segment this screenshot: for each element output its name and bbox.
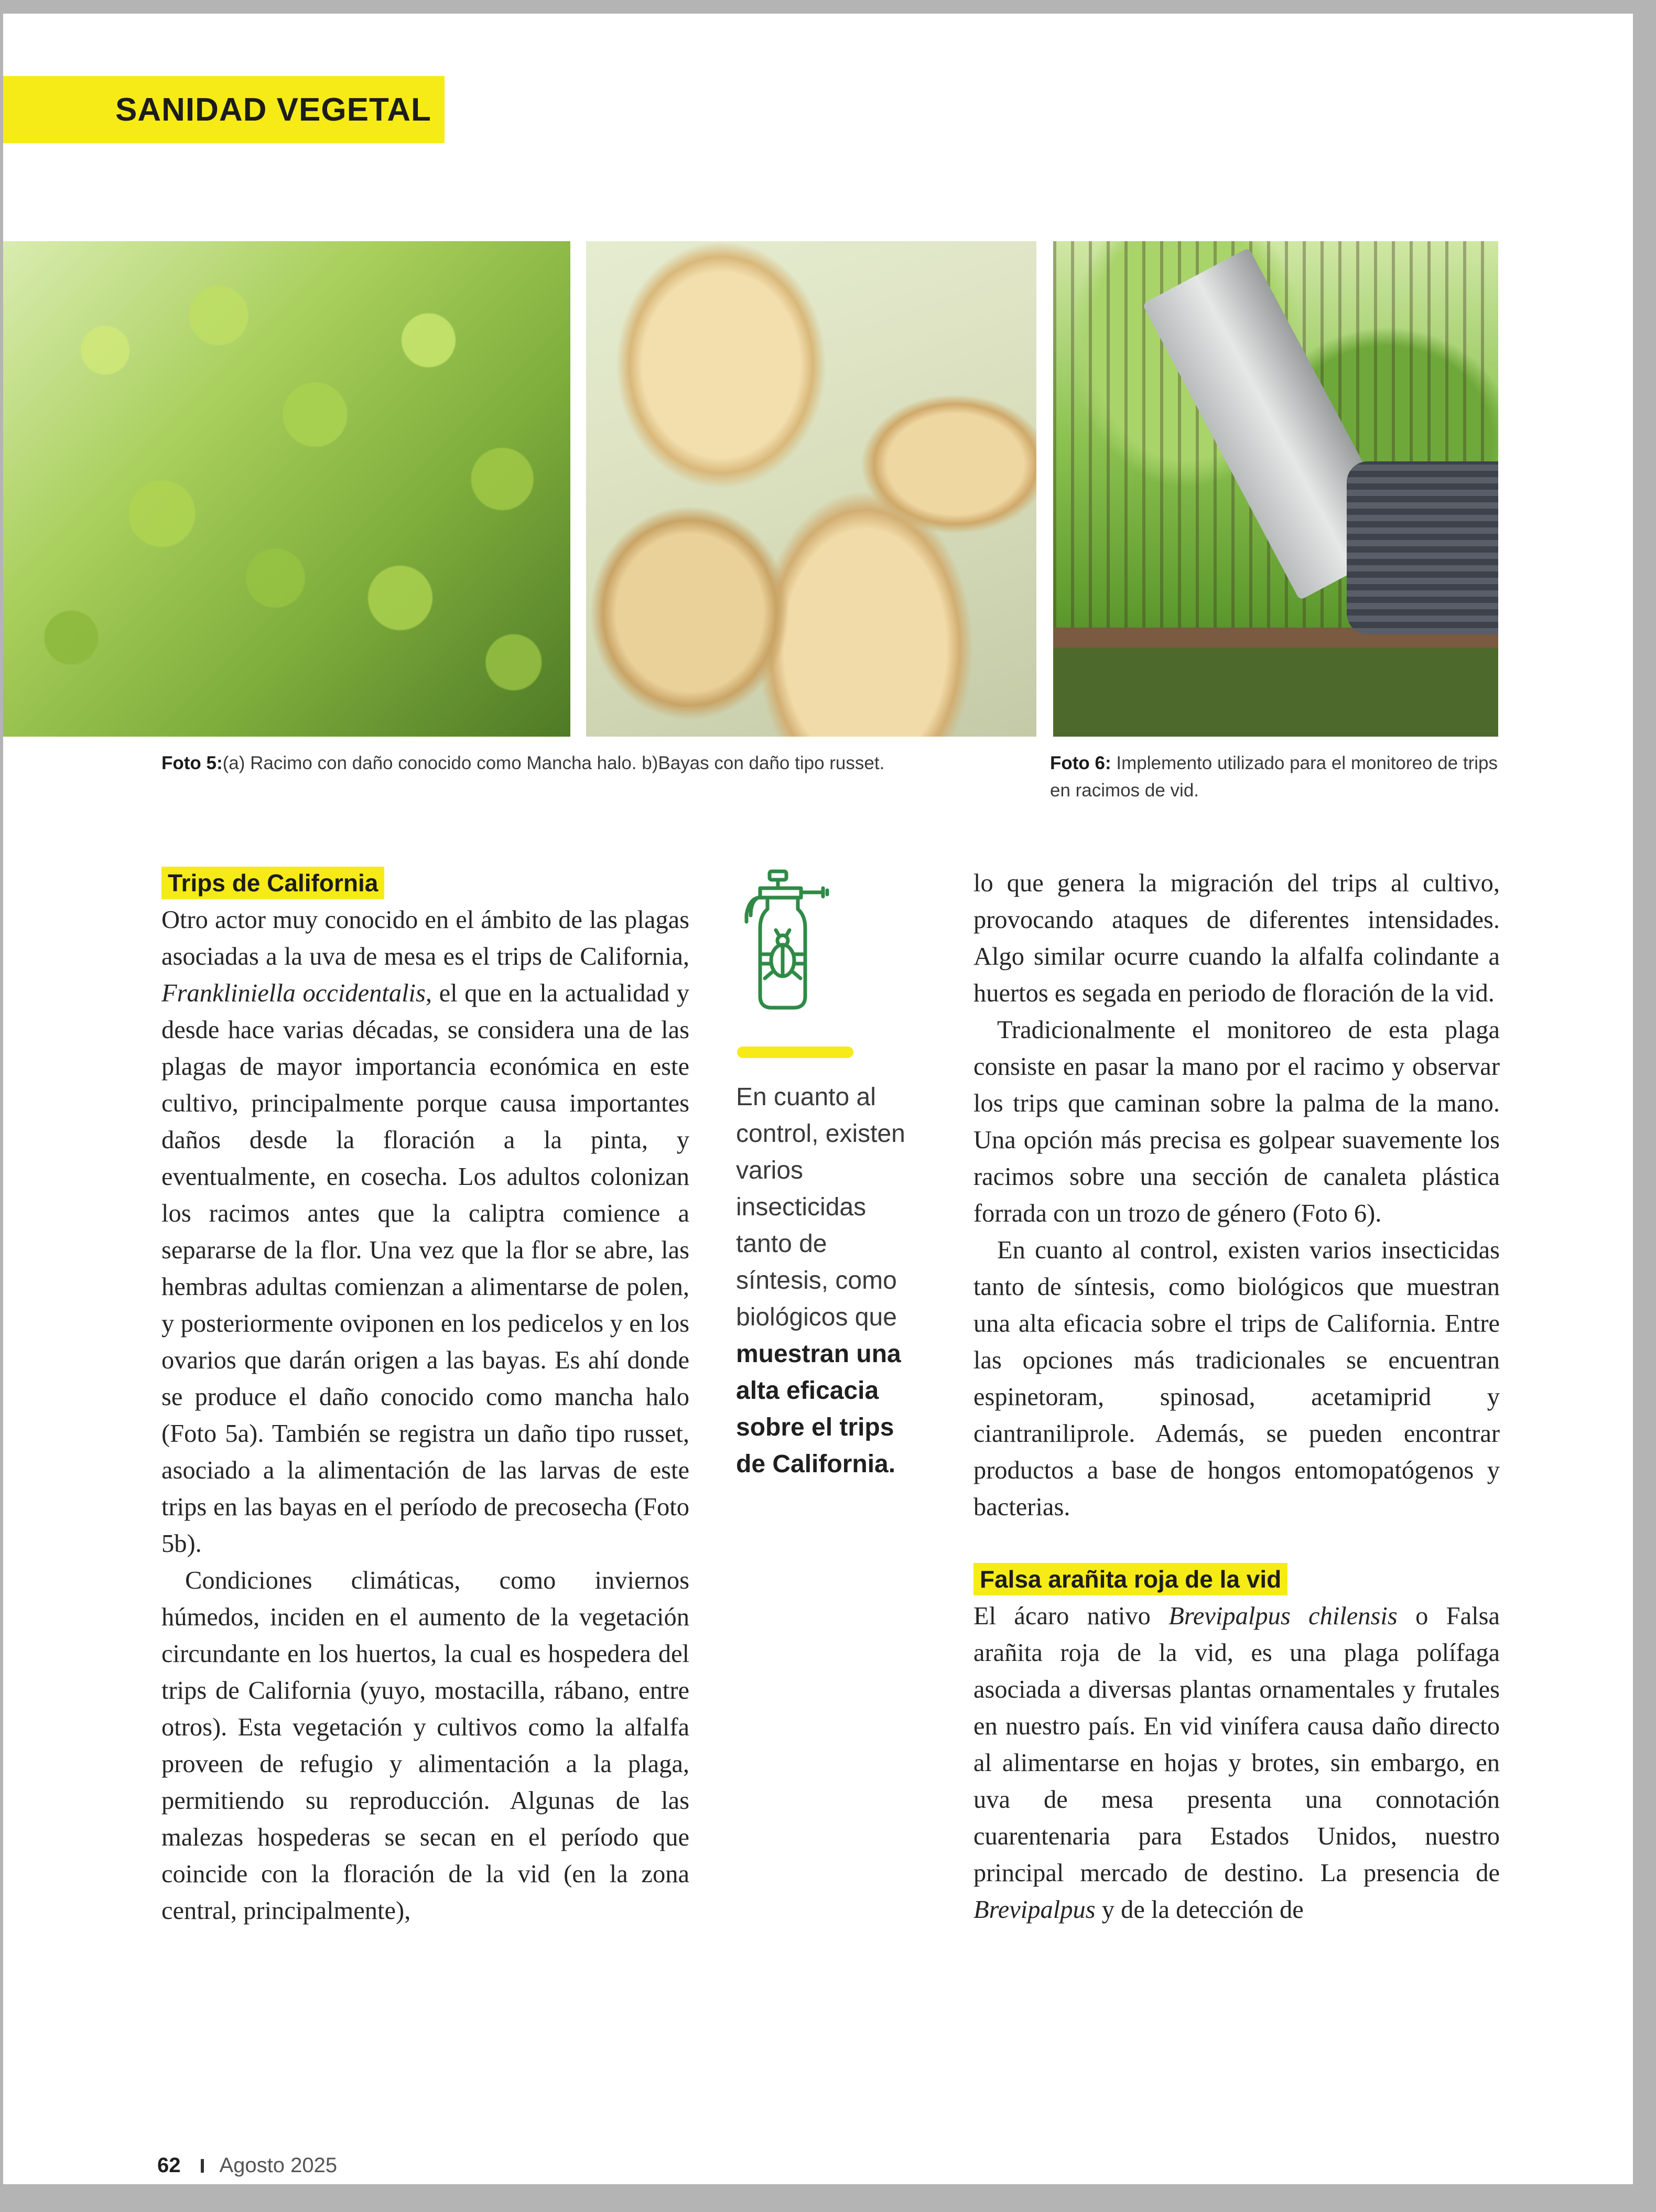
photo-grape-cluster: [3, 241, 570, 737]
article-column-right: [973, 865, 1500, 1928]
paragraph-trips-intro: [161, 902, 689, 1562]
footer-separator: [201, 2159, 204, 2173]
heading-falsa-wrap: [973, 1561, 1500, 1598]
pull-quote-normal: En cuanto al control, existen varios insecticidas tanto de síntesis, como biológicos que: [736, 1083, 905, 1331]
pull-quote-bold: muestran una alta eficacia sobre el trips de California.: [736, 1340, 901, 1478]
paragraph-brevipalpus: [973, 1598, 1500, 1928]
caption-foto-6-text: Implemento utilizado para el monitoreo de trips en racimos de vid.: [1050, 753, 1498, 801]
paragraph-migration: lo que genera la migración del trips al cultivo, provocando ataques de diferentes intensidades. Algo similar ocurre cuando la alfalfa colindante a huertos es segada en periodo de floración de la vid.: [973, 869, 1500, 1007]
paragraph-control: En cuanto al control, existen varios insecticidas tanto de síntesis, como biológicos que muestran una alta eficacia sobre el trips de California. Entre las opciones más tradicionales se encuentran espinetoram, spinosad, acetamiprid y ciantraniliprole. Además, se pueden encontrar productos a base de hongos entomopatógenos y bacterias.: [973, 1236, 1500, 1521]
caption-foto-5-label: Foto 5:: [161, 753, 223, 773]
page-footer: [157, 2154, 337, 2177]
caption-foto-5-text: (a) Racimo con daño conocido como Mancha halo. b)Bayas con daño tipo russet.: [222, 753, 885, 773]
section-tag: [3, 76, 445, 143]
paragraph-climate: Condiciones climáticas, como inviernos húmedos, inciden en el aumento de la vegetación circundante en los huertos, la cual es hospedera del trips de California (yuyo, mostacilla, rábano, entre otros). Esta vegetación y cultivos como la alfalfa proveen de refugio y alimentación a la plaga, permitiendo su reproducción. Algunas de las malezas hospederas se secan en el período que coincide con la floración de la vid (en la zona central, principalmente),: [161, 1567, 689, 1925]
caption-foto-5: [161, 750, 1000, 777]
page-number: 62: [157, 2154, 181, 2177]
species-name: Frankliniella occidentalis: [161, 979, 426, 1007]
pull-quote-text: [736, 1079, 925, 1483]
magazine-page: [3, 14, 1633, 2184]
caption-foto-6-label: Foto 6:: [1050, 753, 1111, 773]
pull-quote: [736, 867, 925, 1483]
photo-russet-berries: [586, 241, 1036, 737]
paragraph-monitoring: Tradicionalmente el monitoreo de esta plaga consiste en pasar la mano por el racimo y observar los trips que caminan sobre la palma de la mano. Una opción más precisa es golpear suavemente los racimos sobre una sección de canaleta plástica forrada con un trozo de género (Foto 6).: [973, 1016, 1500, 1227]
issue-date: Agosto 2025: [219, 2154, 338, 2177]
paragraph-text: o Falsa arañita roja de la vid, es una plaga polífaga asociada a diversas plantas ornamentales y frutales en nuestro país. En vid vinífera causa daño directo al alimentarse en hojas y brotes, sin embargo, en uva de mesa presenta una connotación cuarentenaria para Estados Unidos, nuestro principal mercado de destino. La presencia de: [973, 1602, 1500, 1887]
section-title: SANIDAD VEGETAL: [115, 91, 431, 128]
heading-falsa-aranita: Falsa arañita roja de la vid: [973, 1563, 1287, 1595]
worker-arm: [1347, 461, 1498, 634]
paragraph-text: y de la detección de: [1095, 1896, 1304, 1924]
paragraph-text: El ácaro nativo: [973, 1602, 1169, 1630]
paragraph-text: , el que en la actualidad y desde hace varias décadas, se considera una de las plagas de mayor importancia económica en este cultivo, principalmente porque causa importantes daños desde la floración a la pinta, y eventualmente, en cosecha. Los adultos colonizan los racimos antes que la caliptra comience a separarse de la flor. Una vez que la flor se abre, las hembras adultas comienzan a alimentarse de polen, y posteriormente oviponen en los pedicelos y en los ovarios que darán origen a las bayas. Es ahí donde se produce el daño conocido como mancha halo (Foto 5a). También se registra un daño tipo russet, asociado a la alimentación de las larvas de este trips en las bayas en el período de precosecha (Foto 5b).: [161, 979, 689, 1558]
pull-quote-accent-bar: [737, 1046, 853, 1058]
species-name: Brevipalpus: [973, 1896, 1096, 1924]
species-name: Brevipalpus chilensis: [1168, 1602, 1398, 1630]
heading-trips-california: Trips de California: [161, 867, 384, 899]
sprayer-bug-icon: [739, 867, 834, 1014]
photo-monitoring-tool: [1053, 241, 1498, 737]
article-column-left: [161, 865, 689, 1929]
paragraph-text: Otro actor muy conocido en el ámbito de las plagas asociadas a la uva de mesa es el trips de California,: [161, 906, 689, 970]
caption-foto-6: [1050, 750, 1506, 804]
